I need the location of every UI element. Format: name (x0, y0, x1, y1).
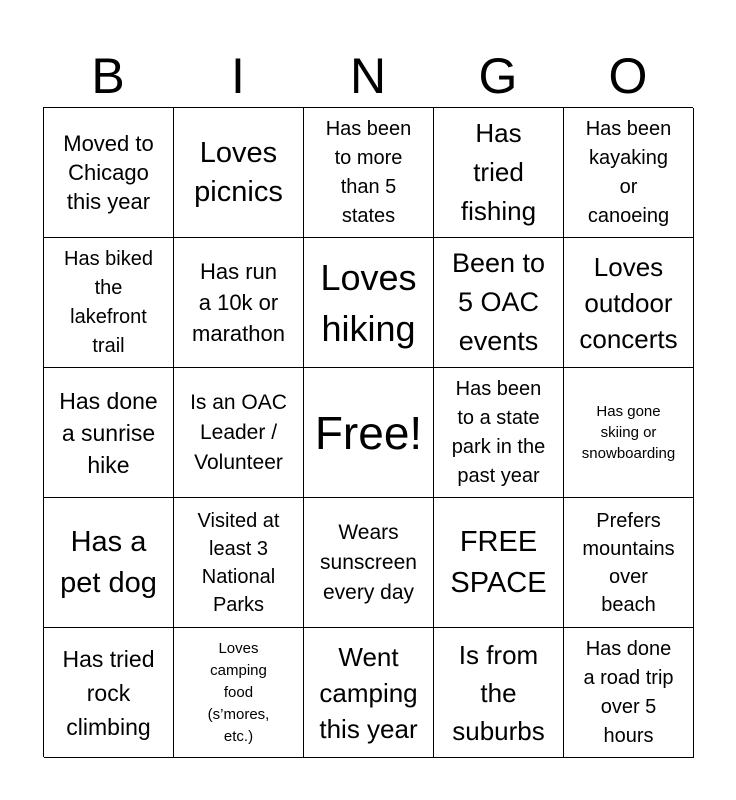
cell-text: Has a pet dog (60, 525, 157, 599)
bingo-cell[interactable] (434, 108, 564, 238)
header-letter-b: B (91, 48, 125, 104)
cell-text: Has run a 10k or marathon (192, 259, 285, 346)
bingo-cell[interactable] (564, 238, 694, 368)
bingo-cell[interactable] (44, 498, 174, 628)
cell-text: Has done a sunrise hike (59, 387, 158, 478)
bingo-cell[interactable] (44, 238, 174, 368)
cell-text: Has tried rock climbing (62, 645, 155, 740)
bingo-cell[interactable] (434, 628, 564, 758)
bingo-cell[interactable] (564, 368, 694, 498)
bingo-cell[interactable] (564, 498, 694, 628)
cell-text: Has been kayaking or canoeing (585, 117, 672, 227)
cell-text: Loves camping food (s’mores, etc.) (207, 639, 270, 745)
cell-text: Has done a road trip over 5 hours (583, 637, 674, 747)
bingo-cell[interactable] (304, 238, 434, 368)
free-cell-text: Free! (314, 406, 423, 459)
bingo-cell[interactable] (434, 498, 564, 628)
bingo-cell[interactable] (304, 628, 434, 758)
cell-text: Moved to Chicago this year (63, 131, 154, 214)
cell-text: Loves hiking (320, 256, 417, 349)
bingo-cell[interactable] (304, 368, 434, 498)
cell-text: Visited at least 3 National Parks (197, 509, 280, 616)
cell-text: Loves picnics (194, 136, 283, 208)
bingo-cell[interactable] (434, 238, 564, 368)
bingo-cell[interactable] (564, 108, 694, 238)
cell-text: Went camping this year (319, 641, 418, 744)
bingo-cell[interactable] (174, 108, 304, 238)
free-space-text: FREE SPACE (450, 525, 547, 599)
bingo-cell[interactable] (44, 628, 174, 758)
cell-text: Has gone skiing or snowboarding (581, 403, 676, 462)
bingo-cell[interactable] (304, 498, 434, 628)
bingo-cell[interactable] (564, 628, 694, 758)
cell-text: Has biked the lakefront trail (64, 247, 153, 357)
bingo-card-grid (43, 107, 693, 757)
header-letter-g: G (478, 48, 518, 104)
cell-text: Is an OAC Leader / Volunteer (190, 390, 287, 474)
cell-text: Has been to more than 5 states (325, 117, 412, 227)
header-letter-i: I (231, 48, 245, 104)
bingo-cell[interactable] (434, 368, 564, 498)
bingo-cell[interactable] (174, 628, 304, 758)
header-letter-n: N (349, 48, 387, 104)
bingo-header (43, 48, 693, 104)
bingo-cell[interactable] (174, 498, 304, 628)
header-letter-o: O (608, 48, 648, 104)
cell-text: Wears sunscreen every day (320, 520, 417, 604)
cell-text: Is from the suburbs (452, 639, 545, 746)
bingo-cell[interactable] (174, 368, 304, 498)
cell-text: Been to 5 OAC events (451, 248, 546, 356)
cell-text: Has been to a state park in the past year (451, 377, 546, 487)
bingo-cell[interactable] (174, 238, 304, 368)
cell-text: Prefers mountains over beach (582, 509, 675, 616)
bingo-cell[interactable] (44, 108, 174, 238)
bingo-cell[interactable] (44, 368, 174, 498)
bingo-cell[interactable] (304, 108, 434, 238)
cell-text: Has tried fishing (460, 118, 537, 226)
cell-text: Loves outdoor concerts (579, 251, 678, 354)
